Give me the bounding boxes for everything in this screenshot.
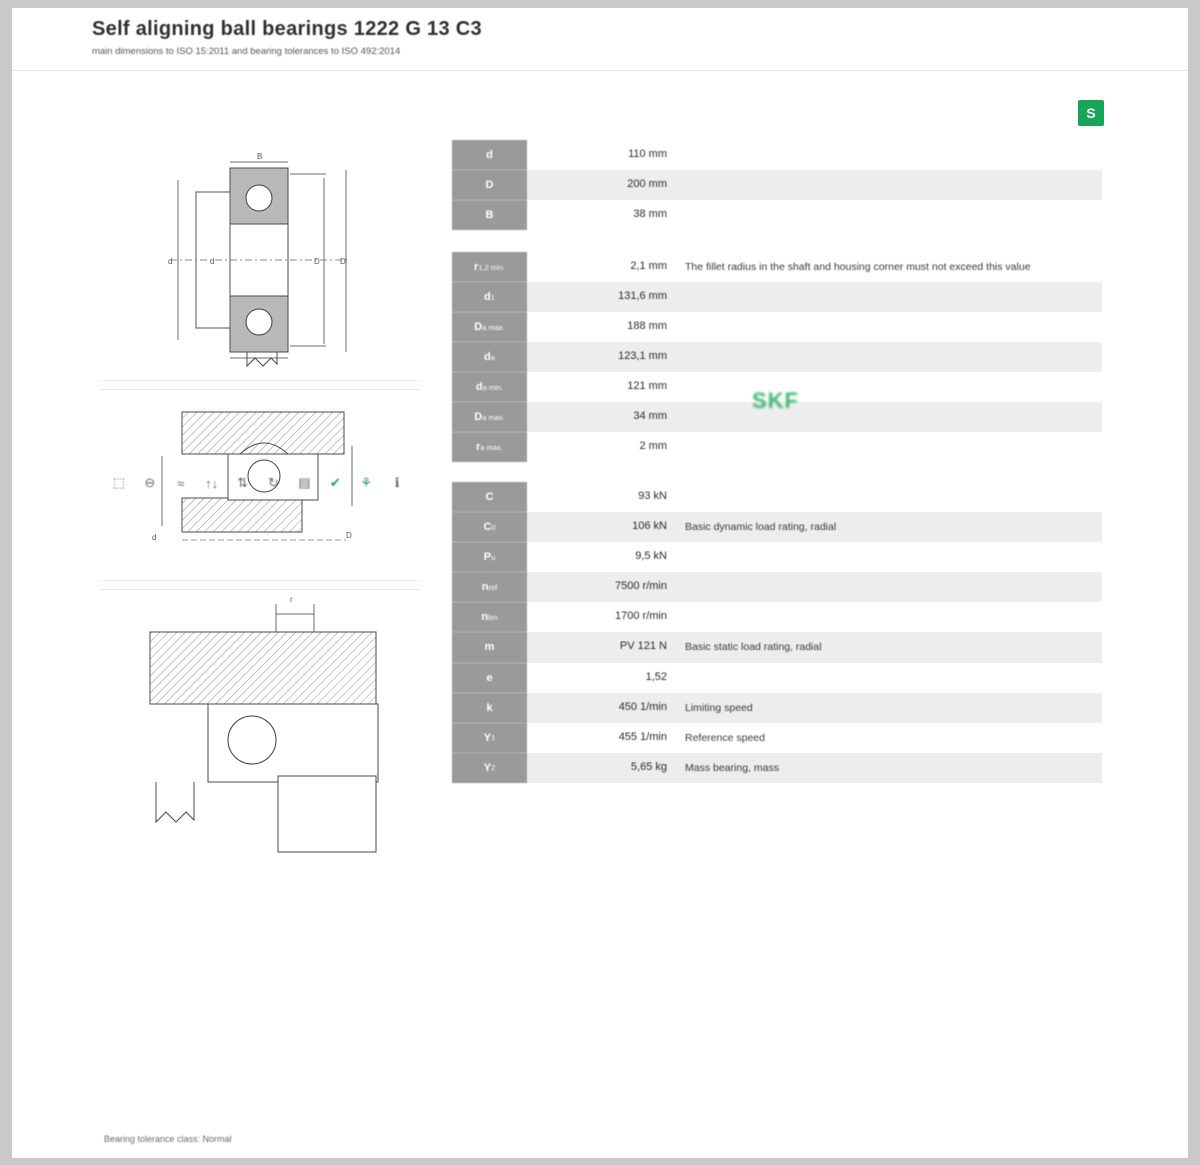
table-row [452, 753, 1102, 783]
row-value: 7500 r/min [615, 580, 667, 593]
row-value: 1,52 [645, 670, 667, 683]
table-group-gap [452, 230, 1102, 252]
speed-icon[interactable]: ↻ [268, 475, 279, 490]
row-note [675, 572, 1102, 588]
row-note [675, 542, 1102, 558]
table-row [452, 482, 1102, 512]
row-symbol: n lim [452, 602, 527, 632]
row-symbol: B [452, 200, 527, 230]
row-symbol: d [452, 140, 527, 170]
page-title: Self aligning ball bearings 1222 G 13 C3 [92, 18, 482, 40]
svg-text:B: B [257, 152, 263, 161]
row-value: 5,65 kg [630, 760, 667, 773]
row-note [675, 200, 1102, 216]
row-symbol: C [452, 482, 527, 512]
svg-text:r: r [290, 595, 293, 604]
row-note: Mass bearing, mass [685, 761, 779, 774]
seal-icon[interactable]: ⊖ [144, 475, 156, 490]
row-value: 131,6 mm [618, 290, 667, 303]
row-value: 9,5 kN [635, 550, 667, 563]
table-row [452, 342, 1102, 372]
row-value: 106 kN [632, 520, 667, 533]
row-value: 110 mm [628, 148, 667, 160]
row-symbol: d 1 [452, 282, 527, 312]
row-value: 188 mm [627, 320, 667, 333]
table-row [452, 252, 1102, 282]
svg-text:d: d [210, 257, 215, 266]
row-value: 123,1 mm [618, 350, 667, 363]
table-row [452, 282, 1102, 312]
table-row [452, 512, 1102, 542]
row-symbol: D a max. [452, 402, 527, 432]
table-row [452, 200, 1102, 230]
row-value: PV 121 N [619, 640, 667, 653]
temperature-icon[interactable]: ↑↓ [205, 475, 219, 491]
figure-caption: Bearing tolerance class: Normal [104, 1134, 232, 1144]
eco-icon[interactable]: ⚘ [360, 475, 373, 490]
row-note [675, 312, 1102, 328]
row-note [675, 432, 1102, 448]
figure-bearing-cross-section [100, 140, 420, 380]
row-value: 121 mm [627, 380, 667, 393]
row-symbol: m [452, 632, 527, 662]
row-note: Limiting speed [685, 701, 753, 714]
row-value: 2,1 mm [630, 260, 667, 272]
certificate-icon[interactable] [1078, 100, 1104, 126]
row-symbol: Y 2 [452, 753, 527, 783]
feature-icon-row [108, 466, 408, 500]
row-symbol: d a [452, 342, 527, 372]
row-note [675, 402, 1102, 418]
table-row [452, 140, 1102, 170]
row-symbol: C 0 [452, 512, 527, 542]
row-symbol: P u [452, 542, 527, 572]
row-symbol: r 1,2 min. [452, 252, 527, 282]
svg-text:D: D [314, 257, 320, 266]
row-note [675, 372, 1102, 388]
row-value: 38 mm [633, 208, 667, 220]
table-row [452, 602, 1102, 632]
info-icon[interactable]: ℹ [394, 475, 400, 490]
cage-icon[interactable]: ⬚ [112, 475, 126, 490]
row-symbol: D [452, 170, 527, 200]
watermark-logo: SKF [752, 388, 799, 413]
row-value: 34 mm [633, 410, 667, 423]
row-note [675, 140, 1102, 156]
table-row [452, 693, 1102, 723]
approved-icon[interactable]: ✔ [329, 475, 341, 490]
row-symbol: k [452, 693, 527, 723]
table-row [452, 170, 1102, 200]
table-row [452, 632, 1102, 662]
row-symbol: d a min. [452, 372, 527, 402]
table-row [452, 542, 1102, 572]
badge-label: S [1086, 105, 1096, 121]
row-note [675, 482, 1102, 498]
row-note [675, 282, 1102, 298]
row-value: 93 kN [638, 490, 667, 503]
figure-abutment-detail [100, 589, 420, 910]
load-icon[interactable]: ⇅ [237, 475, 249, 490]
figure-divider-2 [100, 580, 420, 581]
bearing-drawing [100, 140, 420, 380]
lubrication-icon[interactable]: ≈ [177, 475, 185, 491]
row-note: Reference speed [685, 731, 765, 744]
svg-text:d: d [168, 257, 173, 266]
row-note [675, 663, 1102, 679]
figure-column [100, 140, 420, 910]
row-note [675, 602, 1102, 618]
header-divider [12, 70, 1188, 71]
row-value: 455 1/min [618, 730, 667, 743]
row-symbol: Y 1 [452, 723, 527, 753]
row-note: Basic dynamic load rating, radial [685, 521, 837, 534]
row-value: 450 1/min [618, 700, 667, 713]
row-note: Basic static load rating, radial [685, 641, 822, 654]
row-note [675, 170, 1102, 186]
row-value: 2 mm [639, 440, 667, 453]
table-group-gap [452, 462, 1102, 482]
svg-text:D: D [340, 257, 346, 266]
svg-text:D: D [346, 531, 352, 540]
datasheet-page [12, 8, 1188, 1158]
row-symbol: r a max. [452, 432, 527, 462]
row-value: 200 mm [627, 178, 667, 190]
row-symbol: e [452, 663, 527, 693]
document-icon[interactable]: ▤ [298, 475, 311, 490]
table-row [452, 432, 1102, 462]
page-header [92, 18, 1152, 57]
table-row [452, 312, 1102, 342]
row-symbol: n ref [452, 572, 527, 602]
specification-table [452, 140, 1102, 783]
row-value: 1700 r/min [615, 610, 667, 623]
row-symbol: D a max. [452, 312, 527, 342]
figure-divider-1 [100, 380, 420, 381]
page-subtitle: main dimensions to ISO 15:2011 and bearing tolerances to ISO 492:2014 [92, 46, 401, 57]
svg-text:d: d [152, 533, 157, 542]
row-note [675, 342, 1102, 358]
abutment-drawing [100, 590, 420, 890]
table-row [452, 663, 1102, 693]
row-note: The fillet radius in the shaft and housing corner must not exceed this value [685, 261, 1031, 273]
table-row [452, 723, 1102, 753]
table-row [452, 572, 1102, 602]
